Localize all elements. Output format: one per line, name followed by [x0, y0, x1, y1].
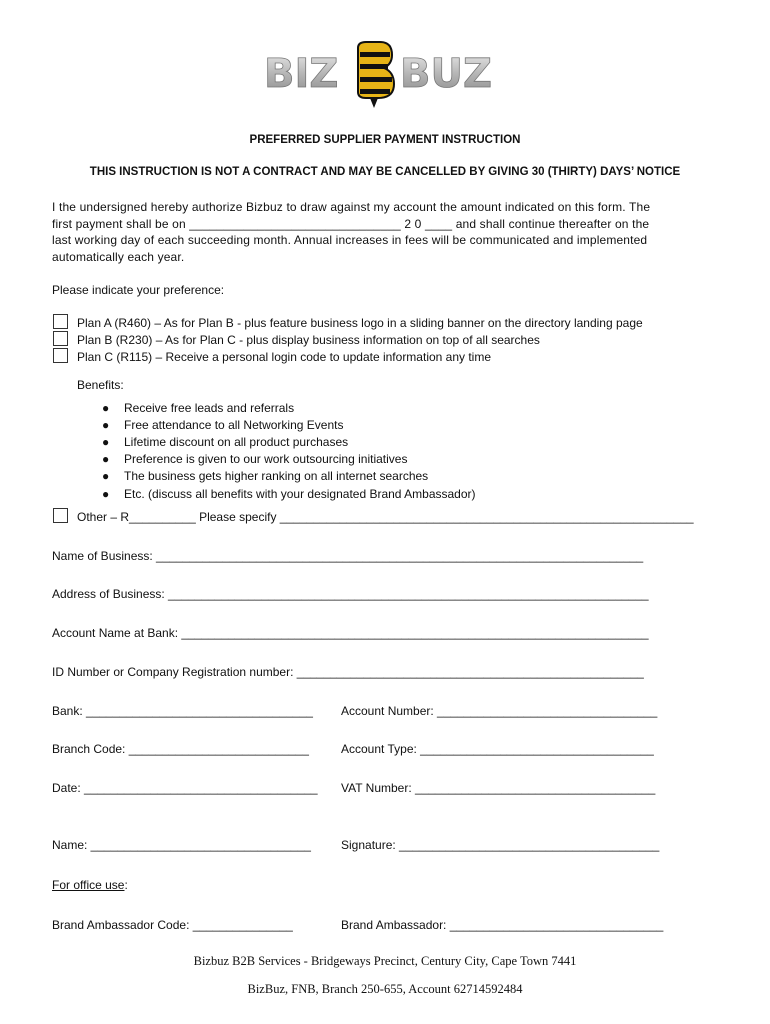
bullet-icon: ●	[102, 435, 110, 449]
intro-line: last working day of each succeeding month. Annual increases in fees will be communicated and implemented	[52, 233, 648, 247]
account-number-field[interactable]: Account Number: _________________________________	[341, 704, 658, 718]
plan-b-label: Plan B (R230) – As for Plan C - plus display business information on top of all searches	[77, 333, 540, 347]
intro-line: automatically each year.	[52, 249, 185, 264]
vat-number-field[interactable]: VAT Number: ____________________________________	[341, 781, 656, 795]
footer-bank-details: BizBuz, FNB, Branch 250-655, Account 62714592484	[247, 982, 523, 996]
bullet-icon: ●	[102, 469, 110, 483]
benefit-item: The business gets higher ranking on all internet searches	[124, 469, 429, 483]
date-field[interactable]: Date: ___________________________________	[52, 781, 318, 795]
office-use-heading	[52, 878, 128, 892]
benefit-item: Etc. (discuss all benefits with your designated Brand Ambassador)	[124, 487, 476, 501]
logo-right-text: BUZ	[400, 51, 492, 97]
benefit-item: Preference is given to our work outsourcing initiatives	[124, 452, 408, 466]
bullet-icon: ●	[102, 401, 110, 415]
bizbuz-logo	[262, 40, 502, 110]
account-type-field[interactable]: Account Type: ___________________________________	[341, 742, 654, 756]
bullet-icon: ●	[102, 418, 110, 432]
plan-c-checkbox[interactable]	[53, 348, 68, 363]
other-checkbox[interactable]	[53, 508, 68, 523]
intro-line[interactable]: first payment shall be on _______________________________ 2 0 ____ and shall continue thereafter on the	[52, 216, 650, 231]
business-address-field[interactable]: Address of Business: ________________________________________________________________________	[52, 587, 649, 601]
bullet-icon: ●	[102, 452, 110, 466]
office-use-colon: :	[124, 878, 128, 892]
benefit-item: Lifetime discount on all product purchases	[124, 435, 349, 449]
benefit-item: Receive free leads and referrals	[124, 401, 295, 415]
name-field[interactable]: Name: _________________________________	[52, 838, 311, 852]
plan-c-label: Plan C (R115) – Receive a personal login code to update information any time	[77, 350, 492, 364]
plan-a-checkbox[interactable]	[53, 314, 68, 329]
bank-field[interactable]: Bank: __________________________________	[52, 704, 313, 718]
brand-ambassador-field[interactable]: Brand Ambassador: ________________________________	[341, 918, 664, 932]
footer-address: Bizbuz B2B Services - Bridgeways Precinct, Century City, Cape Town 7441	[193, 954, 577, 968]
business-name-field[interactable]: Name of Business: _________________________________________________________________________	[52, 549, 644, 563]
benefits-label: Benefits:	[77, 378, 124, 392]
branch-code-field[interactable]: Branch Code: ___________________________	[52, 742, 309, 756]
bullet-icon: ●	[102, 487, 110, 501]
id-number-field[interactable]: ID Number or Company Registration number: ____________________________________________________	[52, 665, 644, 679]
benefit-item: Free attendance to all Networking Events	[124, 418, 344, 432]
brand-ambassador-code-field[interactable]: Brand Ambassador Code: _______________	[52, 918, 293, 932]
page-title: PREFERRED SUPPLIER PAYMENT INSTRUCTION	[249, 134, 521, 146]
notice-text: THIS INSTRUCTION IS NOT A CONTRACT AND MAY BE CANCELLED BY GIVING 30 (THIRTY) DAYS’ NOTICE	[89, 166, 681, 178]
account-name-field[interactable]: Account Name at Bank: ______________________________________________________________________	[52, 626, 649, 640]
intro-line: I the undersigned hereby authorize Bizbuz to draw against my account the amount indicated on this form. The	[52, 200, 651, 214]
plan-b-checkbox[interactable]	[53, 331, 68, 346]
bee-mark-icon	[358, 42, 394, 108]
preference-label: Please indicate your preference:	[52, 283, 225, 297]
other-amount-field[interactable]: Other – R__________ Please specify ______________________________________________________________	[77, 510, 694, 524]
signature-field[interactable]: Signature: _______________________________________	[341, 838, 660, 852]
plan-a-label: Plan A (R460) – As for Plan B - plus feature business logo in a sliding banner on the directory landing page	[77, 316, 643, 330]
logo-left-text: BIZ	[264, 51, 339, 97]
authorization-paragraph	[52, 199, 713, 265]
office-use-label: For office use	[52, 878, 125, 892]
